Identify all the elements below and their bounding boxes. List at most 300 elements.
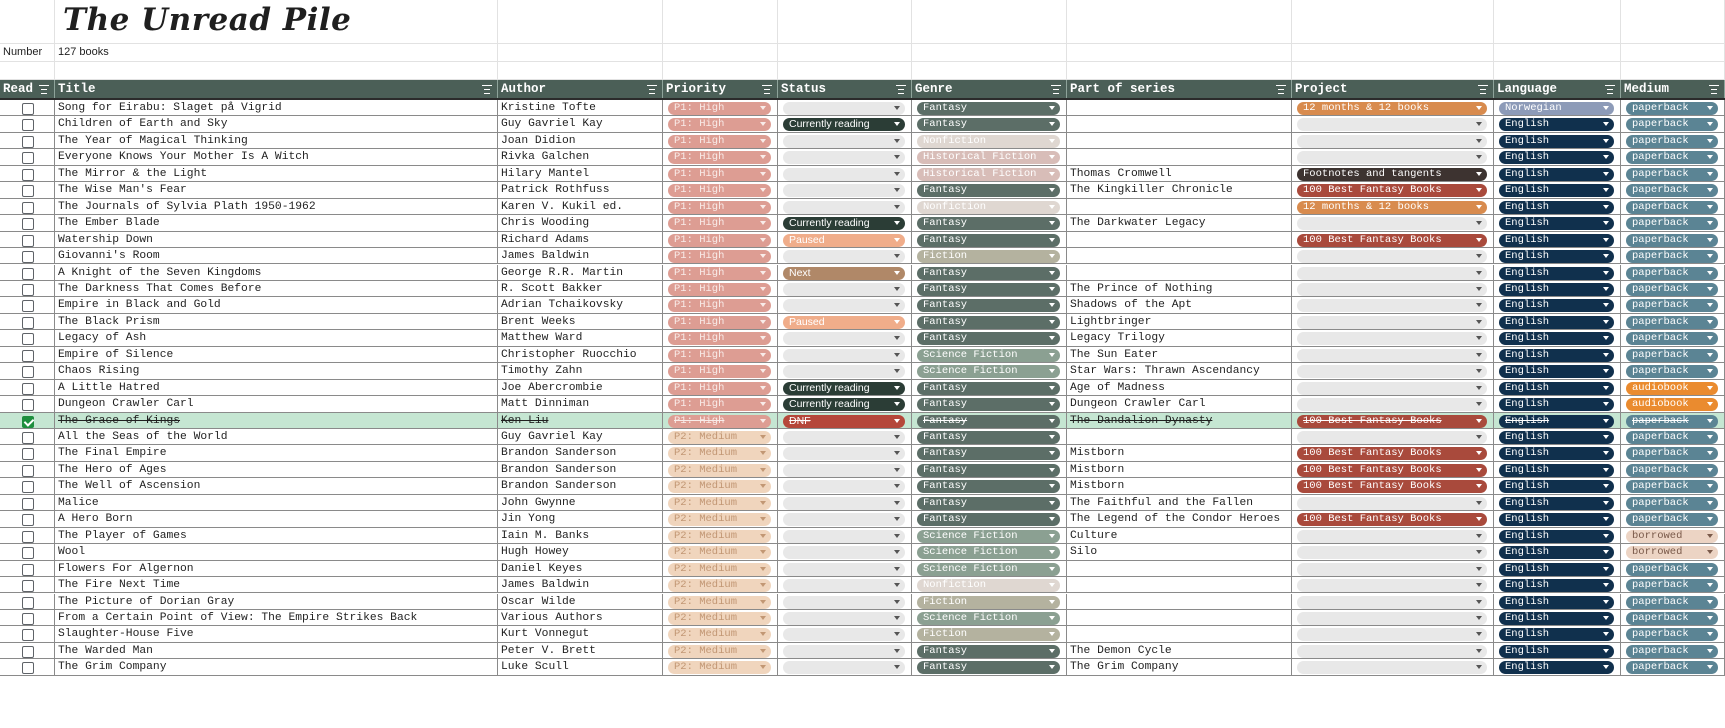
cell-status[interactable]: [778, 594, 912, 609]
status-dropdown[interactable]: [783, 546, 905, 559]
project-dropdown[interactable]: [1297, 332, 1487, 345]
project-dropdown[interactable]: [1297, 563, 1487, 576]
status-dropdown[interactable]: [783, 415, 905, 428]
cell-priority[interactable]: [663, 363, 778, 378]
cell-genre[interactable]: [912, 478, 1067, 493]
project-dropdown[interactable]: [1297, 645, 1487, 658]
column-header-genre[interactable]: [912, 80, 1067, 98]
cell-language[interactable]: [1494, 528, 1621, 543]
cell-priority[interactable]: [663, 462, 778, 477]
cell-medium[interactable]: [1621, 149, 1725, 164]
cell-author[interactable]: [498, 182, 663, 197]
priority-dropdown[interactable]: [668, 480, 771, 493]
cell-title[interactable]: [55, 626, 498, 641]
cell-author[interactable]: [498, 347, 663, 362]
checkbox[interactable]: [22, 514, 34, 526]
cell-medium[interactable]: [1621, 330, 1725, 345]
cell-title[interactable]: [55, 100, 498, 115]
cell-project[interactable]: [1292, 166, 1494, 181]
medium-dropdown[interactable]: [1626, 579, 1718, 592]
cell-project[interactable]: [1292, 363, 1494, 378]
cell-project[interactable]: [1292, 594, 1494, 609]
cell-read[interactable]: [0, 116, 55, 131]
language-dropdown[interactable]: [1499, 628, 1614, 641]
genre-dropdown[interactable]: [917, 184, 1060, 197]
cell-author[interactable]: [498, 626, 663, 641]
cell-language[interactable]: [1494, 478, 1621, 493]
cell-medium[interactable]: [1621, 478, 1725, 493]
cell-read[interactable]: [0, 182, 55, 197]
cell-read[interactable]: [0, 462, 55, 477]
cell-priority[interactable]: [663, 100, 778, 115]
cell-medium[interactable]: [1621, 380, 1725, 395]
priority-dropdown[interactable]: [668, 513, 771, 526]
checkbox[interactable]: [22, 333, 34, 345]
cell-genre[interactable]: [912, 149, 1067, 164]
project-dropdown[interactable]: [1297, 596, 1487, 609]
cell-title[interactable]: [55, 462, 498, 477]
cell-series[interactable]: [1067, 133, 1292, 148]
cell-author[interactable]: [498, 100, 663, 115]
project-dropdown[interactable]: [1297, 168, 1487, 181]
cell-status[interactable]: [778, 133, 912, 148]
cell-priority[interactable]: [663, 166, 778, 181]
cell-priority[interactable]: [663, 215, 778, 230]
cell-language[interactable]: [1494, 363, 1621, 378]
cell-priority[interactable]: [663, 528, 778, 543]
cell-language[interactable]: [1494, 116, 1621, 131]
status-dropdown[interactable]: [783, 365, 905, 378]
cell-medium[interactable]: [1621, 297, 1725, 312]
cell-medium[interactable]: [1621, 544, 1725, 559]
cell-project[interactable]: [1292, 561, 1494, 576]
genre-dropdown[interactable]: [917, 464, 1060, 477]
status-dropdown[interactable]: [783, 661, 905, 674]
cell-priority[interactable]: [663, 478, 778, 493]
genre-dropdown[interactable]: [917, 382, 1060, 395]
cell-status[interactable]: [778, 495, 912, 510]
cell-series[interactable]: [1067, 544, 1292, 559]
cell-author[interactable]: [498, 215, 663, 230]
cell-read[interactable]: [0, 478, 55, 493]
cell-series[interactable]: [1067, 495, 1292, 510]
cell-language[interactable]: [1494, 314, 1621, 329]
cell-project[interactable]: [1292, 149, 1494, 164]
cell-language[interactable]: [1494, 429, 1621, 444]
cell-author[interactable]: [498, 561, 663, 576]
cell-author[interactable]: [498, 232, 663, 247]
genre-dropdown[interactable]: [917, 267, 1060, 280]
cell-status[interactable]: [778, 347, 912, 362]
cell-genre[interactable]: [912, 281, 1067, 296]
priority-dropdown[interactable]: [668, 168, 771, 181]
medium-dropdown[interactable]: [1626, 316, 1718, 329]
cell-series[interactable]: [1067, 281, 1292, 296]
filter-icon[interactable]: [762, 83, 772, 95]
cell-title[interactable]: [55, 528, 498, 543]
cell-author[interactable]: [498, 133, 663, 148]
cell-medium[interactable]: [1621, 182, 1725, 197]
checkbox[interactable]: [22, 465, 34, 477]
genre-dropdown[interactable]: [917, 497, 1060, 510]
cell-author[interactable]: [498, 413, 663, 428]
cell-read[interactable]: [0, 314, 55, 329]
cell-genre[interactable]: [912, 495, 1067, 510]
cell-read[interactable]: [0, 363, 55, 378]
status-dropdown[interactable]: [783, 151, 905, 164]
cell-status[interactable]: [778, 297, 912, 312]
cell-title[interactable]: [55, 330, 498, 345]
language-dropdown[interactable]: [1499, 201, 1614, 214]
cell-priority[interactable]: [663, 626, 778, 641]
language-dropdown[interactable]: [1499, 546, 1614, 559]
genre-dropdown[interactable]: [917, 612, 1060, 625]
cell-language[interactable]: [1494, 495, 1621, 510]
cell-series[interactable]: [1067, 100, 1292, 115]
cell-title[interactable]: [55, 297, 498, 312]
cell-project[interactable]: [1292, 643, 1494, 658]
cell-series[interactable]: [1067, 577, 1292, 592]
cell-series[interactable]: [1067, 396, 1292, 411]
medium-dropdown[interactable]: [1626, 234, 1718, 247]
cell-status[interactable]: [778, 330, 912, 345]
checkbox[interactable]: [22, 235, 34, 247]
medium-dropdown[interactable]: [1626, 645, 1718, 658]
project-dropdown[interactable]: [1297, 398, 1487, 411]
cell-read[interactable]: [0, 429, 55, 444]
project-dropdown[interactable]: [1297, 365, 1487, 378]
cell-read[interactable]: [0, 396, 55, 411]
cell-genre[interactable]: [912, 413, 1067, 428]
language-dropdown[interactable]: [1499, 217, 1614, 230]
medium-dropdown[interactable]: [1626, 464, 1718, 477]
medium-dropdown[interactable]: [1626, 480, 1718, 493]
cell-priority[interactable]: [663, 281, 778, 296]
cell-series[interactable]: [1067, 561, 1292, 576]
cell-language[interactable]: [1494, 166, 1621, 181]
cell-medium[interactable]: [1621, 659, 1725, 674]
cell-genre[interactable]: [912, 610, 1067, 625]
project-dropdown[interactable]: [1297, 497, 1487, 510]
checkbox[interactable]: [22, 531, 34, 543]
cell-medium[interactable]: [1621, 610, 1725, 625]
genre-dropdown[interactable]: [917, 299, 1060, 312]
cell-read[interactable]: [0, 659, 55, 674]
cell-genre[interactable]: [912, 643, 1067, 658]
cell-genre[interactable]: [912, 100, 1067, 115]
checkbox[interactable]: [22, 284, 34, 296]
genre-dropdown[interactable]: [917, 151, 1060, 164]
project-dropdown[interactable]: [1297, 661, 1487, 674]
cell-project[interactable]: [1292, 215, 1494, 230]
cell-status[interactable]: [778, 544, 912, 559]
cell-project[interactable]: [1292, 528, 1494, 543]
cell-title[interactable]: [55, 544, 498, 559]
cell-language[interactable]: [1494, 544, 1621, 559]
genre-dropdown[interactable]: [917, 365, 1060, 378]
cell-status[interactable]: [778, 445, 912, 460]
cell-author[interactable]: [498, 511, 663, 526]
cell-priority[interactable]: [663, 495, 778, 510]
medium-dropdown[interactable]: [1626, 299, 1718, 312]
cell-priority[interactable]: [663, 577, 778, 592]
cell-language[interactable]: [1494, 199, 1621, 214]
cell-language[interactable]: [1494, 182, 1621, 197]
cell-priority[interactable]: [663, 413, 778, 428]
status-dropdown[interactable]: [783, 447, 905, 460]
cell-language[interactable]: [1494, 149, 1621, 164]
status-dropdown[interactable]: [783, 118, 905, 131]
cell-priority[interactable]: [663, 265, 778, 280]
genre-dropdown[interactable]: [917, 546, 1060, 559]
language-dropdown[interactable]: [1499, 480, 1614, 493]
filter-icon[interactable]: [39, 83, 49, 95]
medium-dropdown[interactable]: [1626, 596, 1718, 609]
language-dropdown[interactable]: [1499, 365, 1614, 378]
cell-read[interactable]: [0, 100, 55, 115]
checkbox[interactable]: [22, 251, 34, 263]
priority-dropdown[interactable]: [668, 628, 771, 641]
medium-dropdown[interactable]: [1626, 530, 1718, 543]
language-dropdown[interactable]: [1499, 151, 1614, 164]
cell-status[interactable]: [778, 265, 912, 280]
language-dropdown[interactable]: [1499, 102, 1614, 115]
checkbox[interactable]: [22, 629, 34, 641]
cell-genre[interactable]: [912, 380, 1067, 395]
cell-status[interactable]: [778, 577, 912, 592]
checkbox[interactable]: [22, 613, 34, 625]
cell-priority[interactable]: [663, 429, 778, 444]
cell-series[interactable]: [1067, 511, 1292, 526]
cell-project[interactable]: [1292, 413, 1494, 428]
cell-genre[interactable]: [912, 215, 1067, 230]
status-dropdown[interactable]: [783, 217, 905, 230]
medium-dropdown[interactable]: [1626, 415, 1718, 428]
cell-project[interactable]: [1292, 659, 1494, 674]
column-header-project[interactable]: [1292, 80, 1494, 98]
project-dropdown[interactable]: [1297, 299, 1487, 312]
cell-series[interactable]: [1067, 610, 1292, 625]
cell-project[interactable]: [1292, 314, 1494, 329]
cell-project[interactable]: [1292, 478, 1494, 493]
cell-medium[interactable]: [1621, 265, 1725, 280]
language-dropdown[interactable]: [1499, 431, 1614, 444]
medium-dropdown[interactable]: [1626, 365, 1718, 378]
priority-dropdown[interactable]: [668, 415, 771, 428]
cell-status[interactable]: [778, 248, 912, 263]
cell-series[interactable]: [1067, 363, 1292, 378]
cell-language[interactable]: [1494, 610, 1621, 625]
cell-read[interactable]: [0, 330, 55, 345]
column-header-medium[interactable]: [1621, 80, 1725, 98]
cell-medium[interactable]: [1621, 215, 1725, 230]
cell-project[interactable]: [1292, 232, 1494, 247]
cell-language[interactable]: [1494, 462, 1621, 477]
cell-read[interactable]: [0, 445, 55, 460]
cell-series[interactable]: [1067, 199, 1292, 214]
cell-series[interactable]: [1067, 232, 1292, 247]
priority-dropdown[interactable]: [668, 332, 771, 345]
cell-read[interactable]: [0, 643, 55, 658]
priority-dropdown[interactable]: [668, 596, 771, 609]
cell-title[interactable]: [55, 561, 498, 576]
language-dropdown[interactable]: [1499, 135, 1614, 148]
medium-dropdown[interactable]: [1626, 382, 1718, 395]
status-dropdown[interactable]: [783, 596, 905, 609]
cell-priority[interactable]: [663, 561, 778, 576]
cell-language[interactable]: [1494, 413, 1621, 428]
cell-project[interactable]: [1292, 133, 1494, 148]
status-dropdown[interactable]: [783, 480, 905, 493]
cell-genre[interactable]: [912, 462, 1067, 477]
cell-priority[interactable]: [663, 182, 778, 197]
cell-read[interactable]: [0, 544, 55, 559]
medium-dropdown[interactable]: [1626, 217, 1718, 230]
genre-dropdown[interactable]: [917, 217, 1060, 230]
medium-dropdown[interactable]: [1626, 546, 1718, 559]
project-dropdown[interactable]: [1297, 184, 1487, 197]
cell-project[interactable]: [1292, 199, 1494, 214]
checkbox[interactable]: [22, 366, 34, 378]
cell-series[interactable]: [1067, 380, 1292, 395]
cell-series[interactable]: [1067, 445, 1292, 460]
cell-genre[interactable]: [912, 116, 1067, 131]
cell-title[interactable]: [55, 314, 498, 329]
cell-status[interactable]: [778, 182, 912, 197]
cell-genre[interactable]: [912, 561, 1067, 576]
project-dropdown[interactable]: [1297, 579, 1487, 592]
status-dropdown[interactable]: [783, 250, 905, 263]
language-dropdown[interactable]: [1499, 382, 1614, 395]
genre-dropdown[interactable]: [917, 102, 1060, 115]
cell-author[interactable]: [498, 445, 663, 460]
language-dropdown[interactable]: [1499, 596, 1614, 609]
cell-series[interactable]: [1067, 166, 1292, 181]
genre-dropdown[interactable]: [917, 316, 1060, 329]
cell-language[interactable]: [1494, 100, 1621, 115]
cell-status[interactable]: [778, 199, 912, 214]
medium-dropdown[interactable]: [1626, 563, 1718, 576]
cell-medium[interactable]: [1621, 116, 1725, 131]
cell-status[interactable]: [778, 232, 912, 247]
status-dropdown[interactable]: [783, 398, 905, 411]
filter-icon[interactable]: [647, 83, 657, 95]
cell-project[interactable]: [1292, 544, 1494, 559]
genre-dropdown[interactable]: [917, 118, 1060, 131]
language-dropdown[interactable]: [1499, 168, 1614, 181]
priority-dropdown[interactable]: [668, 316, 771, 329]
cell-medium[interactable]: [1621, 626, 1725, 641]
cell-medium[interactable]: [1621, 429, 1725, 444]
cell-author[interactable]: [498, 149, 663, 164]
priority-dropdown[interactable]: [668, 530, 771, 543]
cell-genre[interactable]: [912, 445, 1067, 460]
checkbox[interactable]: [22, 399, 34, 411]
cell-read[interactable]: [0, 215, 55, 230]
cell-project[interactable]: [1292, 281, 1494, 296]
cell-series[interactable]: [1067, 347, 1292, 362]
cell-status[interactable]: [778, 528, 912, 543]
priority-dropdown[interactable]: [668, 464, 771, 477]
cell-title[interactable]: [55, 643, 498, 658]
checkbox[interactable]: [22, 185, 34, 197]
cell-genre[interactable]: [912, 166, 1067, 181]
cell-project[interactable]: [1292, 626, 1494, 641]
checkbox[interactable]: [22, 218, 34, 230]
cell-read[interactable]: [0, 594, 55, 609]
status-dropdown[interactable]: [783, 382, 905, 395]
medium-dropdown[interactable]: [1626, 135, 1718, 148]
priority-dropdown[interactable]: [668, 151, 771, 164]
cell-series[interactable]: [1067, 413, 1292, 428]
cell-title[interactable]: [55, 149, 498, 164]
genre-dropdown[interactable]: [917, 563, 1060, 576]
priority-dropdown[interactable]: [668, 349, 771, 362]
medium-dropdown[interactable]: [1626, 612, 1718, 625]
project-dropdown[interactable]: [1297, 415, 1487, 428]
cell-priority[interactable]: [663, 659, 778, 674]
cell-series[interactable]: [1067, 116, 1292, 131]
priority-dropdown[interactable]: [668, 612, 771, 625]
cell-medium[interactable]: [1621, 133, 1725, 148]
checkbox[interactable]: [22, 448, 34, 460]
language-dropdown[interactable]: [1499, 645, 1614, 658]
cell-title[interactable]: [55, 363, 498, 378]
checkbox[interactable]: [22, 103, 34, 115]
cell-author[interactable]: [498, 380, 663, 395]
cell-author[interactable]: [498, 495, 663, 510]
language-dropdown[interactable]: [1499, 464, 1614, 477]
status-dropdown[interactable]: [783, 267, 905, 280]
cell-title[interactable]: [55, 429, 498, 444]
status-dropdown[interactable]: [783, 184, 905, 197]
cell-genre[interactable]: [912, 182, 1067, 197]
cell-medium[interactable]: [1621, 199, 1725, 214]
cell-language[interactable]: [1494, 380, 1621, 395]
cell-project[interactable]: [1292, 297, 1494, 312]
project-dropdown[interactable]: [1297, 431, 1487, 444]
status-dropdown[interactable]: [783, 431, 905, 444]
cell-series[interactable]: [1067, 462, 1292, 477]
cell-project[interactable]: [1292, 182, 1494, 197]
cell-medium[interactable]: [1621, 594, 1725, 609]
cell-author[interactable]: [498, 462, 663, 477]
cell-priority[interactable]: [663, 199, 778, 214]
cell-read[interactable]: [0, 347, 55, 362]
medium-dropdown[interactable]: [1626, 349, 1718, 362]
cell-series[interactable]: [1067, 330, 1292, 345]
medium-dropdown[interactable]: [1626, 283, 1718, 296]
priority-dropdown[interactable]: [668, 398, 771, 411]
project-dropdown[interactable]: [1297, 628, 1487, 641]
genre-dropdown[interactable]: [917, 530, 1060, 543]
cell-priority[interactable]: [663, 297, 778, 312]
cell-priority[interactable]: [663, 248, 778, 263]
cell-medium[interactable]: [1621, 577, 1725, 592]
cell-status[interactable]: [778, 462, 912, 477]
column-header-status[interactable]: [778, 80, 912, 98]
medium-dropdown[interactable]: [1626, 118, 1718, 131]
cell-project[interactable]: [1292, 429, 1494, 444]
cell-read[interactable]: [0, 281, 55, 296]
cell-author[interactable]: [498, 166, 663, 181]
priority-dropdown[interactable]: [668, 497, 771, 510]
cell-title[interactable]: [55, 511, 498, 526]
filter-icon[interactable]: [1276, 83, 1286, 95]
priority-dropdown[interactable]: [668, 217, 771, 230]
cell-status[interactable]: [778, 413, 912, 428]
project-dropdown[interactable]: [1297, 102, 1487, 115]
